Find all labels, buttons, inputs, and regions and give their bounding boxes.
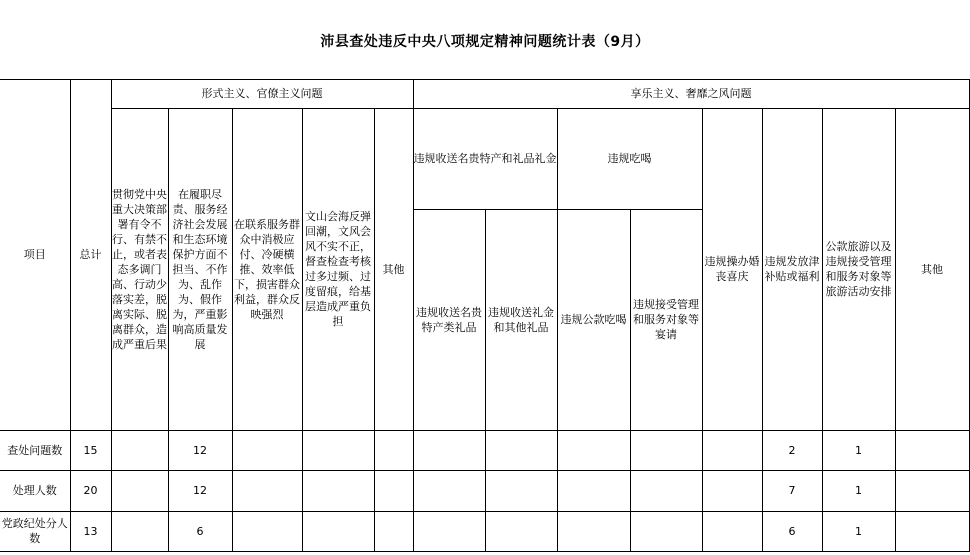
header-gifts-group: 违规收送名贵特产和礼品礼金 [413,108,557,209]
cell [413,470,485,511]
cell [630,511,702,551]
header-formalism-col-4: 文山会海反弹回潮，文风会风不实不正，督查检查考核过多过频、过度留痕，给基层造成严重负担 [302,108,374,430]
cell-total: 20 [70,470,111,511]
cell [485,470,557,511]
cell [702,470,762,511]
header-formalism-col-1: 贯彻党中央重大决策部署有令不行、有禁不止，或者表态多调门高、行动少落实差，脱离实际、脱离群众，造成严重后果 [111,108,168,430]
cell: 1 [822,470,895,511]
cell [111,470,168,511]
header-hedonism-col-3: 公款旅游以及违规接受管理和服务对象等旅游活动安排 [822,108,895,430]
cell [302,430,374,470]
cell: 2 [762,430,822,470]
cell: 1 [822,430,895,470]
table-row [0,430,969,470]
cell [702,511,762,551]
cell [485,511,557,551]
header-dining-group: 违规吃喝 [557,108,702,209]
header-gifts-col-1: 违规收送名贵特产类礼品 [413,209,485,430]
header-formalism-col-2: 在履职尽责、服务经济社会发展和生态环境保护方面不担当、不作为、乱作为、假作为，严重影响高质量发展 [168,108,232,430]
cell [302,511,374,551]
cell [895,511,969,551]
cell [557,511,630,551]
cell [413,430,485,470]
cell [630,430,702,470]
header-formalism-col-3: 在联系服务群众中消极应付、冷硬横推、效率低下，损害群众利益，群众反映强烈 [232,108,302,430]
cell [413,511,485,551]
table-row [0,511,969,551]
header-hedonism-col-1: 违规操办婚丧喜庆 [702,108,762,430]
cell [111,511,168,551]
cell-total: 15 [70,430,111,470]
header-total: 总计 [70,80,111,430]
cell: 12 [168,430,232,470]
cell [374,470,413,511]
cell [374,511,413,551]
cell [374,430,413,470]
header-dining-col-2: 违规接受管理和服务对象等宴请 [630,209,702,430]
cell: 6 [762,511,822,551]
statistics-table [0,80,970,552]
cell: 1 [822,511,895,551]
row-label: 党政纪处分人数 [0,511,70,551]
header-formalism-group: 形式主义、官僚主义问题 [111,80,413,108]
cell [232,511,302,551]
header-hedonism-col-4: 其他 [895,108,969,430]
cell [557,430,630,470]
table-row [0,470,969,511]
cell [485,430,557,470]
header-formalism-col-5: 其他 [374,108,413,430]
cell [232,470,302,511]
row-label: 查处问题数 [0,430,70,470]
cell [630,470,702,511]
cell: 12 [168,470,232,511]
cell [895,470,969,511]
cell: 7 [762,470,822,511]
header-item: 项目 [0,80,70,430]
header-hedonism-col-2: 违规发放津补贴或福利 [762,108,822,430]
cell-total: 13 [70,511,111,551]
cell [702,430,762,470]
cell [895,430,969,470]
cell [111,430,168,470]
header-hedonism-group: 享乐主义、奢靡之风问题 [413,80,969,108]
header-gifts-col-2: 违规收送礼金和其他礼品 [485,209,557,430]
page-title: 沛县查处违反中央八项规定精神问题统计表（9月） [320,34,650,50]
cell [557,470,630,511]
title-area [0,0,970,80]
row-label: 处理人数 [0,470,70,511]
cell: 6 [168,511,232,551]
header-dining-col-1: 违规公款吃喝 [557,209,630,430]
cell [302,470,374,511]
cell [232,430,302,470]
